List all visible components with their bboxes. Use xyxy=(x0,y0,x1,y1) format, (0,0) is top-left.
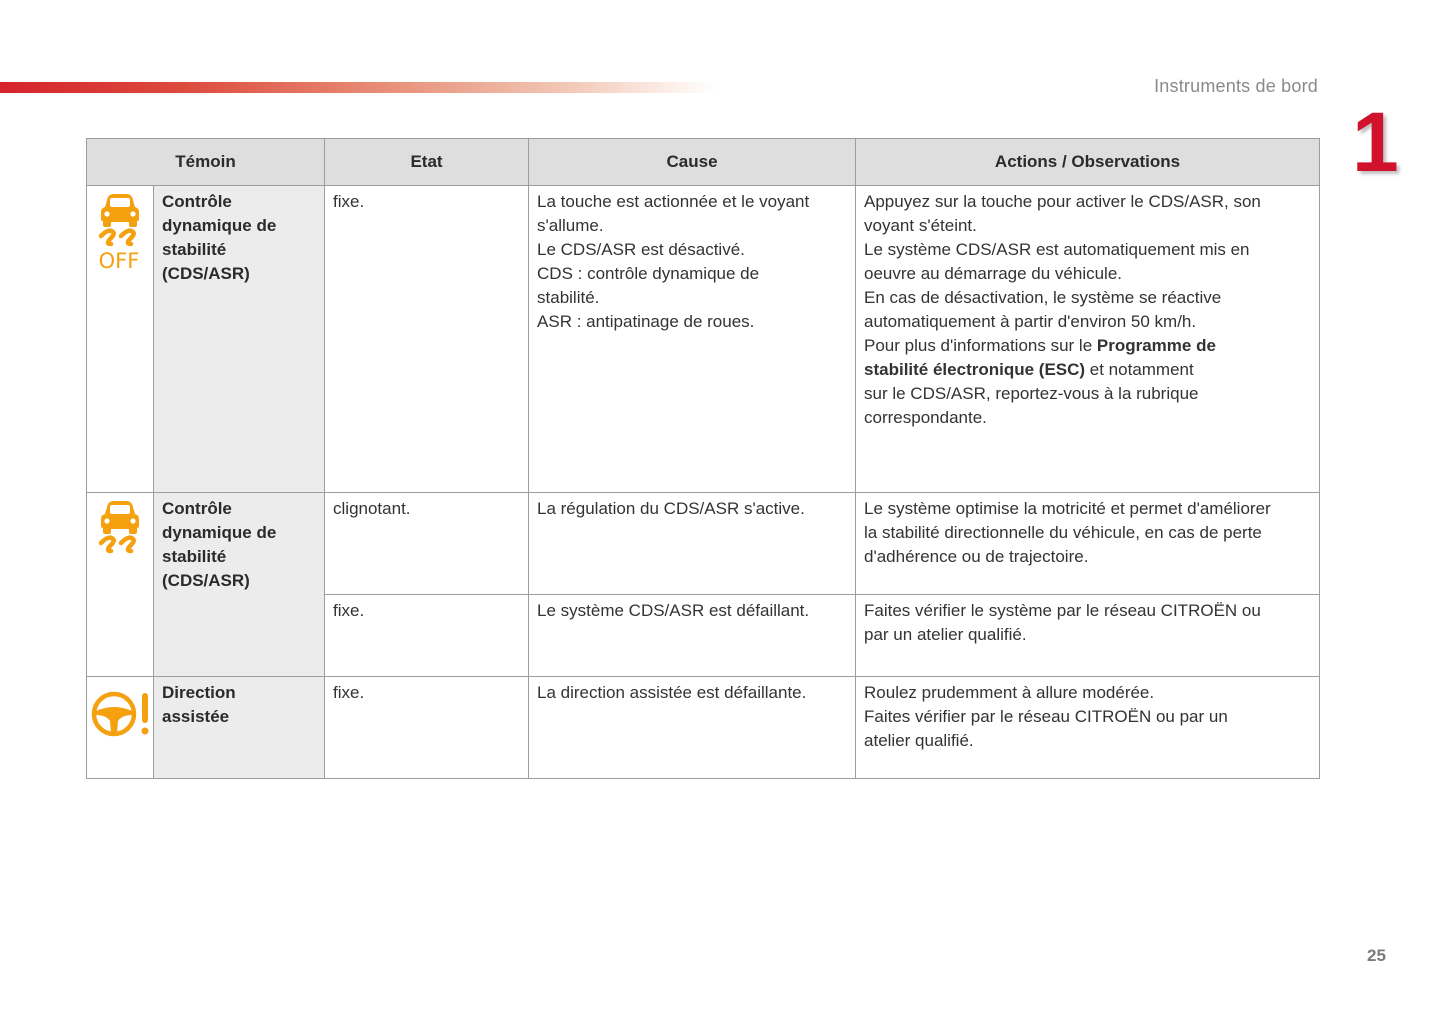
indicator-name-line: stabilité xyxy=(162,240,227,259)
indicator-name-line: Contrôle xyxy=(162,192,232,211)
actions-cell xyxy=(856,677,1320,779)
page-number: 25 xyxy=(1367,946,1386,965)
cause-cell xyxy=(529,595,856,677)
cause-cell xyxy=(529,677,856,779)
indicator-name-line: Contrôle xyxy=(162,499,232,518)
action-line xyxy=(864,334,1311,358)
action-line: d'adhérence ou de trajectoire. xyxy=(864,547,1089,566)
action-text: et notamment xyxy=(1085,360,1194,379)
cause-line: ASR : antipatinage de roues. xyxy=(537,312,755,331)
actions-cell xyxy=(856,186,1320,493)
power-steering-warning-icon xyxy=(90,689,150,739)
cause-line: CDS : contrôle dynamique de xyxy=(537,264,760,283)
action-line: Faites vérifier le système par le réseau CITROËN ou xyxy=(864,601,1261,620)
action-line: correspondante. xyxy=(864,408,987,427)
etat-cell xyxy=(325,493,529,595)
header-cause: Cause xyxy=(529,139,856,186)
cds-asr-off-icon xyxy=(95,192,145,270)
indicator-name-line: (CDS/ASR) xyxy=(162,264,250,283)
indicator-name-line: Direction xyxy=(162,683,236,702)
etat-cell xyxy=(325,186,529,493)
table-row xyxy=(87,493,1320,595)
cause-line: La touche est actionnée et le voyant xyxy=(537,192,810,211)
cause-line: Le CDS/ASR est désactivé. xyxy=(537,240,745,259)
actions-cell xyxy=(856,493,1320,595)
icon-cell xyxy=(87,493,154,677)
etat-text: clignotant. xyxy=(333,499,411,518)
action-line xyxy=(864,358,1311,382)
cds-asr-icon xyxy=(95,499,145,555)
cause-cell xyxy=(529,493,856,595)
table-row xyxy=(87,186,1320,493)
etat-cell xyxy=(325,677,529,779)
etat-cell xyxy=(325,595,529,677)
header-accent-bar xyxy=(0,82,715,93)
action-line: voyant s'éteint. xyxy=(864,216,977,235)
indicator-name-line: assistée xyxy=(162,707,230,726)
action-line: Le système CDS/ASR est automatiquement mis en xyxy=(864,240,1250,259)
cause-line: La direction assistée est défaillante. xyxy=(537,683,807,702)
header-etat: Etat xyxy=(325,139,529,186)
header-temoin: Témoin xyxy=(87,139,325,186)
header-actions: Actions / Observations xyxy=(856,139,1320,186)
cause-cell xyxy=(529,186,856,493)
action-line: Appuyez sur la touche pour activer le CDS/ASR, son xyxy=(864,192,1261,211)
warning-lights-table xyxy=(86,138,1320,779)
action-line: En cas de désactivation, le système se réactive xyxy=(864,288,1222,307)
etat-text: fixe. xyxy=(333,192,365,211)
esc-reference: stabilité électronique (ESC) xyxy=(864,360,1086,379)
esc-reference: Programme de xyxy=(1096,336,1216,355)
cause-line: stabilité. xyxy=(537,288,600,307)
indicator-name xyxy=(154,677,325,779)
etat-text: fixe. xyxy=(333,601,365,620)
indicator-name xyxy=(154,186,325,493)
indicator-name-line: dynamique de xyxy=(162,523,277,542)
off-icon-text: OFF xyxy=(98,249,140,270)
action-line: Le système optimise la motricité et permet d'améliorer xyxy=(864,499,1271,518)
indicator-name-line: dynamique de xyxy=(162,216,277,235)
etat-text: fixe. xyxy=(333,683,365,702)
cause-line: La régulation du CDS/ASR s'active. xyxy=(537,499,805,518)
icon-cell xyxy=(87,186,154,493)
action-line: sur le CDS/ASR, reportez-vous à la rubrique xyxy=(864,384,1199,403)
action-line: Roulez prudemment à allure modérée. xyxy=(864,683,1155,702)
action-text: Pour plus d'informations sur le xyxy=(864,336,1097,355)
action-line: oeuvre au démarrage du véhicule. xyxy=(864,264,1123,283)
cause-line: s'allume. xyxy=(537,216,604,235)
table-header-row xyxy=(87,139,1320,186)
cause-line: Le système CDS/ASR est défaillant. xyxy=(537,601,810,620)
actions-cell xyxy=(856,595,1320,677)
chapter-number: 1 xyxy=(1352,95,1399,189)
action-line: la stabilité directionnelle du véhicule, en cas de perte xyxy=(864,523,1262,542)
action-line: par un atelier qualifié. xyxy=(864,625,1027,644)
section-title: Instruments de bord xyxy=(1154,76,1318,96)
action-line: automatiquement à partir d'environ 50 km/h. xyxy=(864,312,1197,331)
indicator-name-line: stabilité xyxy=(162,547,227,566)
action-line: atelier qualifié. xyxy=(864,731,974,750)
action-line: Faites vérifier par le réseau CITROËN ou par un xyxy=(864,707,1228,726)
icon-cell xyxy=(87,677,154,779)
indicator-name-line: (CDS/ASR) xyxy=(162,571,250,590)
table-row xyxy=(87,677,1320,779)
indicator-name xyxy=(154,493,325,677)
